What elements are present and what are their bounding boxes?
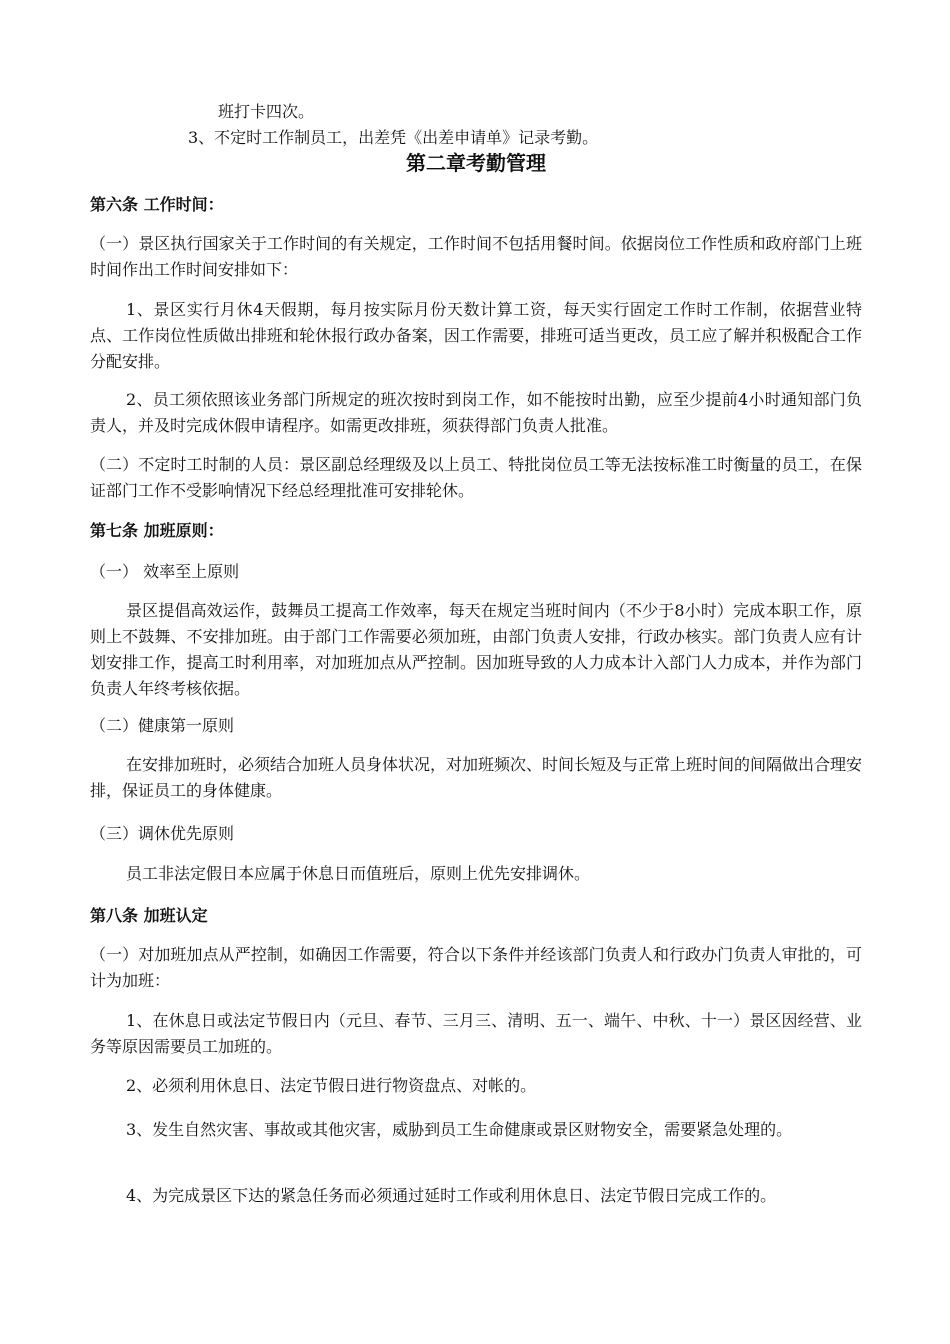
article-6-paragraph-3: 2、员工须依照该业务部门所规定的班次按时到岗工作，如不能按时出勤，应至少提前4小时通知部门负责人，并及时完成休假申请程序。如需更改排班，须获得部门负责人批准。 [90,390,862,435]
continued-line-1: 班打卡四次。 [218,102,315,121]
article-6-paragraph-4: （二）不定时工时制的人员：景区副总经理级及以上员工、特批岗位员工等无法按标准工时衡量的员工，在保证部门工作不受影响情况下经总经理批准可安排轮休。 [90,455,862,500]
chapter-title: 第二章考勤管理 [406,151,546,175]
article-8-paragraph-2: 1、在休息日或法定节假日内（元旦、春节、三月三、清明、五一、端午、中秋、十一）景区因经营、业务等原因需要员工加班的。 [90,1011,862,1056]
article-8-paragraph-3: 2、必须利用休息日、法定节假日进行物资盘点、对帐的。 [126,1076,537,1095]
article-8-paragraph-4: 3、发生自然灾害、事故或其他灾害，威胁到员工生命健康或景区财物安全，需要紧急处理的。 [126,1120,793,1139]
article-7-section-3-body: 员工非法定假日本应属于休息日而值班后，原则上优先安排调休。 [126,864,591,883]
article-6-paragraph-1: （一）景区执行国家关于工作时间的有关规定，工作时间不包括用餐时间。依据岗位工作性质和政府部门上班时间作出工作时间安排如下： [90,234,862,279]
article-7-section-2-body: 在安排加班时，必须结合加班人员身体状况，对加班频次、时间长短及与正常上班时间的间隔做出合理安排，保证员工的身体健康。 [90,755,863,800]
article-7-section-2-title: （二）健康第一原则 [90,716,235,735]
article-6-heading: 第六条 工作时间： [90,195,224,214]
article-8-heading: 第八条 加班认定 [90,906,208,925]
article-6-paragraph-2: 1、景区实行月休4天假期，每月按实际月份天数计算工资，每天实行固定工作时工作制，依据营业特点、工作岗位性质做出排班和轮休报行政办备案，因工作需要，排班可适当更改，员工应了解并积极配合工作分配安排。 [90,300,862,371]
article-7-section-1-title: （一） 效率至上原则 [90,562,240,581]
article-7-section-3-title: （三）调休优先原则 [90,824,235,843]
article-7-heading: 第七条 加班原则： [90,521,224,540]
continued-line-2: 3、不定时工作制员工，出差凭《出差申请单》记录考勤。 [188,128,599,147]
article-7-section-1-body: 景区提倡高效运作，鼓舞员工提高工作效率，每天在规定当班时间内（不少于8小时）完成本职工作，原则上不鼓舞、不安排加班。由于部门工作需要必须加班，由部门负责人安排，行政办核实。部门负责人应有计划安排工作，提高工时利用率，对加班加点从严控制。因加班导致的人力成本计入部门人力成本，并作为部门负责人年终考核依据。 [90,601,862,698]
article-8-paragraph-5: 4、为完成景区下达的紧急任务而必须通过延时工作或利用休息日、法定节假日完成工作的。 [126,1186,777,1205]
article-8-paragraph-1: （一）对加班加点从严控制，如确因工作需要，符合以下条件并经该部门负责人和行政办门负责人审批的，可计为加班： [90,945,862,990]
